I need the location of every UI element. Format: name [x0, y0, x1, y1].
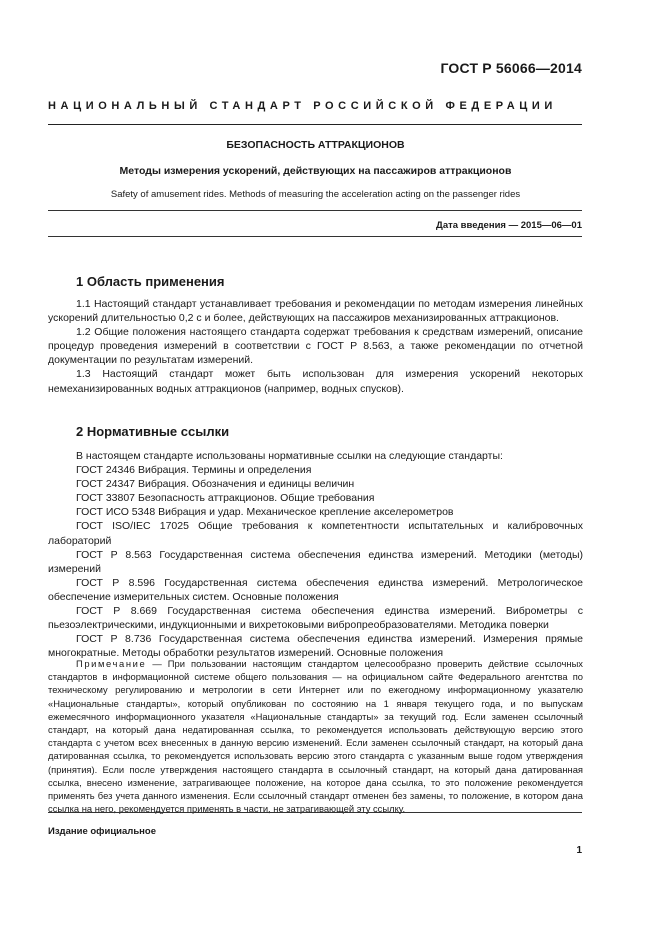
date-divider	[48, 236, 582, 237]
section-1-heading: 1 Область применения	[76, 274, 225, 289]
header-divider	[48, 124, 582, 125]
reference-item: ГОСТ ISO/IEC 17025 Общие требования к компетентности испытательных и калибровочных лабораторий	[48, 520, 583, 547]
paragraph: 1.3 Настоящий стандарт может быть использован для измерения ускорений некоторых немеханизированных водных аттракционов (например, водных спусков).	[48, 368, 583, 395]
english-title: Safety of amusement rides. Methods of measuring the acceleration acting on the passenger rides	[110, 189, 521, 200]
section-2-heading: 2 Нормативные ссылки	[76, 424, 230, 439]
page-number: 1	[576, 845, 582, 856]
reference-item: ГОСТ ИСО 5348 Вибрация и удар. Механическое крепление акселерометров	[76, 506, 454, 519]
title-divider	[48, 210, 582, 211]
note-text: — При пользовании настоящим стандартом целесообразно проверить действие ссылочных стандартов в информационной системе общего пользования — на официальном сайте Федерального агентства по техническому регулированию и метрологии в сети Интернет или по ежегодному информационному указателю «Национальные стандарты», который опубликован по состоянию на 1 января текущего года, и по выпускам ежемесячного информационного указателя «Национальные стандарты» за текущий год. Если заменен ссылочный стандарт, на который дана недатированная ссылка, то рекомендуется использовать действующую версию этого стандарта с учетом всех внесенных в данную версию изменений. Если заменен ссылочный стандарт, на который дана датированная ссылка, то рекомендуется использовать версию этого стандарта с указанным выше годом утверждения (принятия). Если после утверждения настоящего стандарта в ссылочный стандарт, на который дана датированная ссылка, внесено изменение, затрагивающее положение, на которое дана ссылка, то это положение рекомендуется применять без учета данного изменения. Если ссылочный стандарт отменен без замены, то положение, в котором дана ссылка на него, рекомендуется применять в части, не затрагивающей эту ссылку.	[48, 658, 583, 815]
paragraph: В настоящем стандарте использованы нормативные ссылки на следующие стандарты:	[76, 450, 503, 462]
paragraph: 1.2 Общие положения настоящего стандарта содержат требования к средствам измерений, описание процедур проведения измерений в соответствии с ГОСТ Р 8.563, а также рекомендации по отчетной документации по результатам измерений.	[48, 326, 583, 367]
standard-number: ГОСТ Р 56066—2014	[440, 60, 582, 76]
paragraph: 1.1 Настоящий стандарт устанавливает требования и рекомендации по методам измерения линейных ускорений длительностью 0,2 с и более, действующих на пассажиров механизированных аттракционов.	[48, 298, 583, 325]
document-title: БЕЗОПАСНОСТЬ АТТРАКЦИОНОВ	[226, 139, 405, 151]
reference-item: ГОСТ Р 8.669 Государственная система обеспечения единства измерений. Виброметры с пьезоэлектрическими, индукционными и вихретоковыми вибропреобразователями. Методика поверки	[48, 605, 583, 632]
introduction-date: Дата введения — 2015—06—01	[436, 220, 582, 231]
reference-item: ГОСТ 24347 Вибрация. Обозначения и единицы величин	[76, 478, 355, 491]
footer-divider	[48, 812, 582, 813]
section-1-body	[48, 297, 583, 396]
reference-item: ГОСТ Р 8.563 Государственная система обеспечения единства измерений. Методики (методы) измерений	[48, 548, 583, 575]
reference-item: ГОСТ 33807 Безопасность аттракционов. Общие требования	[76, 492, 375, 505]
section-2-body	[48, 449, 583, 660]
note	[48, 657, 583, 815]
edition-label: Издание официальное	[48, 826, 156, 837]
reference-item: ГОСТ 24346 Вибрация. Термины и определения	[76, 464, 312, 477]
reference-item: ГОСТ Р 8.736 Государственная система обеспечения единства измерений. Измерения прямые многократные. Методы обработки результатов измерений. Основные положения	[48, 633, 583, 660]
reference-item: ГОСТ Р 8.596 Государственная система обеспечения единства измерений. Метрологическое обеспечение измерительных систем. Основные положения	[48, 576, 583, 603]
note-label: Примечание	[76, 658, 147, 669]
document-subtitle: Методы измерения ускорений, действующих на пассажиров аттракционов	[119, 165, 512, 177]
national-standard-banner: НАЦИОНАЛЬНЫЙ СТАНДАРТ РОССИЙСКОЙ ФЕДЕРАЦИИ	[48, 100, 557, 112]
